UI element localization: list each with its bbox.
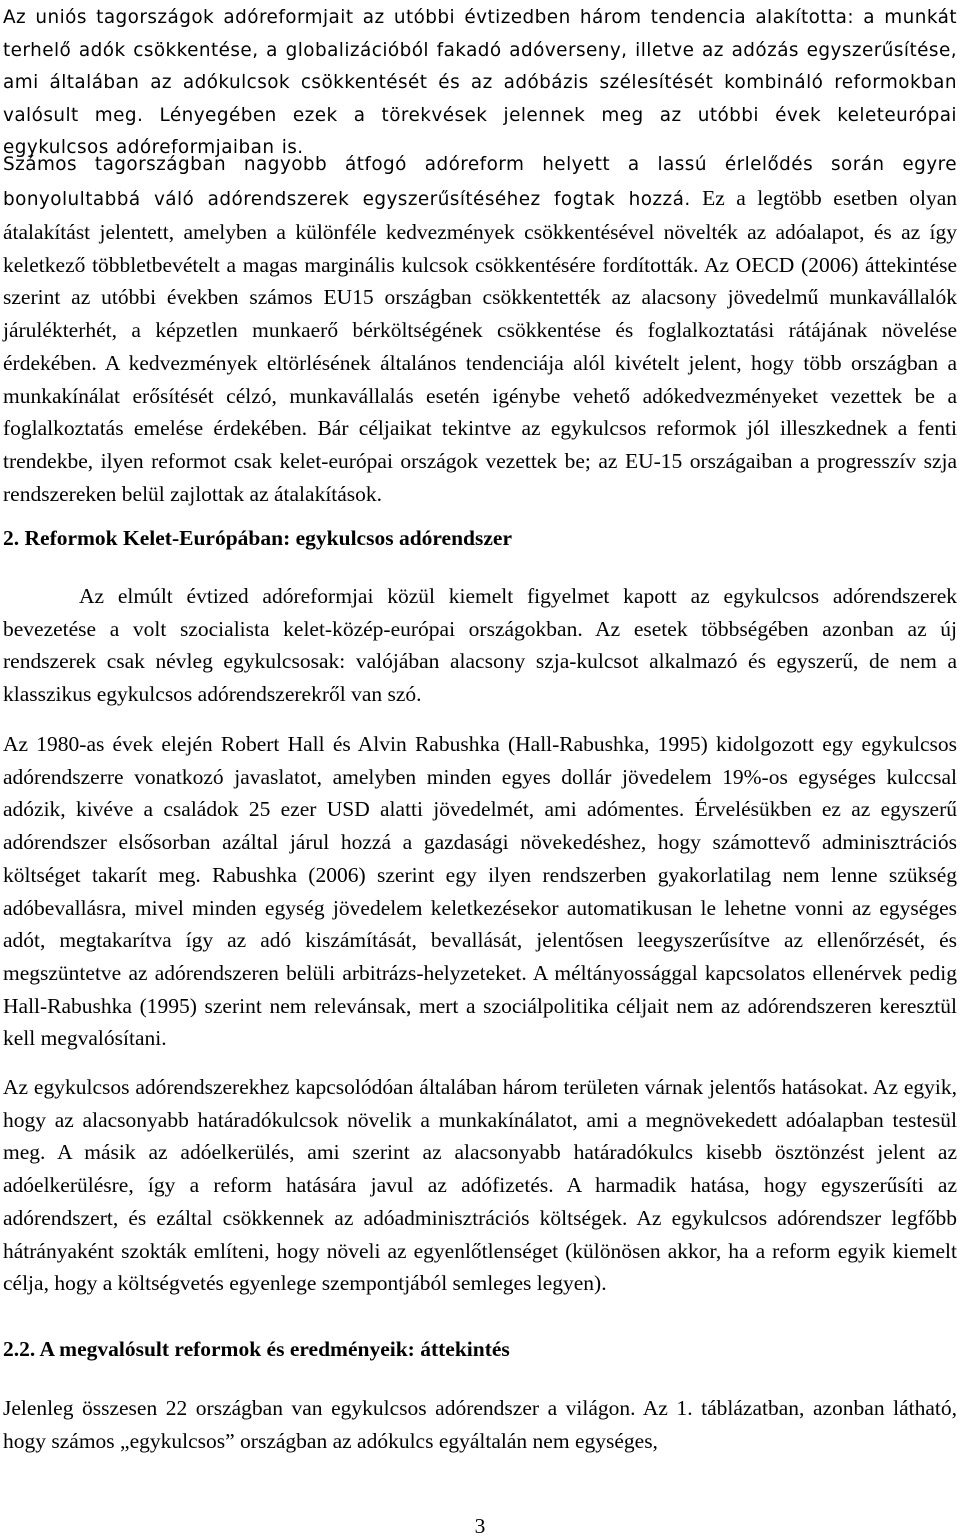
page-number: 3 [474,1514,486,1538]
section-heading-reforms-overview: 2.2. A megvalósult reformok és eredményeik: áttekintés [3,1337,510,1361]
paragraph-simplification-intro: Számos tagországban nagyobb átfogó adóreform helyett a lassú érlelődés során egyre bonyolultabbá váló adórendszerek egyszerűsítéséhez fogtak hozzá. [3,154,957,210]
paragraph-simplification-body: Ez a legtöbb esetben olyan átalakítást jelentett, amelyben a különféle kedvezmények csökkentésével növelték az adóalapot, és az így keletkező többletbevételt a magas marginális kulcsok csökkentésére fordították. Az OECD (2006) áttekintése szerint az utóbbi években számos EU15 országban csökkentették az alacsony jövedelmű munkavállalók járulékterhét, a képzetlen munkaerő bérköltségének csökkentése és foglalkoztatási rátájának növelése érdekében. A kedvezmények eltörlésének általános tendenciája alól kivételt jelent, hogy több országban a munkakínálat erősítését célzó, munkavállalás esetén igénybe vehető adókedvezményeket vezettek be a foglalkoztatás emelése érdekében. Bár céljaikat tekintve az egykulcsos reformok jól illeszkednek a fenti trendekbe, ilyen reformot csak kelet-európai országok vezettek be; az EU-15 országaiban a progresszív szja rendszereken belül zajlottak az átalakítások. [3,185,957,506]
paragraph-expected-effects: Az egykulcsos adórendszerekhez kapcsolódóan általában három területen várnak jelentős hatásokat. Az egyik, hogy az alacsonyabb határadókulcsok növelik a munkakínálatot, ami a megnövekedett adóalapban testesül meg. A másik az adóelkerülés, ami szerint az alacsonyabb határadókulcs kisebb ösztönzést jelent az adóelkerülésre, így a reform hatására javul az adófizetés. A harmadik hatása, hogy egyszerűsíti az adórendszert, és ezáltal csökkennek az adóadminisztrációs költségek. Az egykulcsos adórendszer legfőbb hátrányaként szokták említeni, hogy növeli az egyenlőtlenséget (különösen akkor, ha a reform egyik kiemelt célja, hogy a költségvetés egyenlege szempontjából semleges legyen). [3,1075,957,1296]
section-heading-eastern-europe: 2. Reformok Kelet-Európában: egykulcsos adórendszer [3,526,513,550]
paragraph-simplification [3,149,957,510]
paragraph-current-status: Jelenleg összesen 22 országban van egykulcsos adórendszer a világon. Az 1. táblázatban, azonban látható, hogy számos „egykulcsos” országban az adókulcs egyáltalán nem egységes, [3,1396,957,1453]
paragraph-eu-tax-reforms: Az uniós tagországok adóreformjait az utóbbi évtizedben három tendencia alakította: a munkát terhelő adók csökkentése, a globalizációból fakadó adóverseny, illetve az adózás egyszerűsítése, ami általában az adókulcsok csökkentését és az adóbázis szélesítését kombináló reformokban valósult meg. Lényegében ezek a törekvések jelennek meg az utóbbi évek keleteurópai egykulcsos adóreformjaiban is. [3,7,957,158]
paragraph-hall-rabushka: Az 1980-as évek elején Robert Hall és Alvin Rabushka (Hall-Rabushka, 1995) kidolgozott egy egykulcsos adórendszerre vonatkozó javaslatot, amelyben minden egyes dollár jövedelem 19%-os egységes kulccsal adózik, kivéve a családok 25 ezer USD alatti jövedelmét, ami adómentes. Érvelésükben ez az egyszerű adórendszer elsősorban azáltal járul hozzá a gazdasági növekedéshez, hogy számottevő adminisztrációs költséget takarít meg. Rabushka (2006) szerint egy ilyen rendszerben gyakorlatilag nem lenne szükség adóbevallásra, mivel minden egység jövedelem keletkezésekor automatikusan le lehetne vonni az egységes adót, megtakarítva így az adó kiszámítását, bevallását, jelentősen leegyszerűsítve az ellenőrzését, és megszüntetve az adórendszeren belüli arbitrázs-helyzeteket. A méltányossággal kapcsolatos ellenérvek pedig Hall-Rabushka (1995) szerint nem relevánsak, mert a szociálpolitika céljait nem az adórendszeren keresztül kell megvalósítani. [3,732,957,1051]
paragraph-flat-tax-introduction: Az elmúlt évtized adóreformjai közül kiemelt figyelmet kapott az egykulcsos adórendszerek bevezetése a volt szocialista kelet-közép-európai országokban. Az esetek többségében azonban az új rendszerek csak névleg egykulcsosak: valójában alacsony szja-kulcsot alkalmazó és egyszerű, de nem a klasszikus egykulcsos adórendszerekről van szó. [3,584,957,707]
